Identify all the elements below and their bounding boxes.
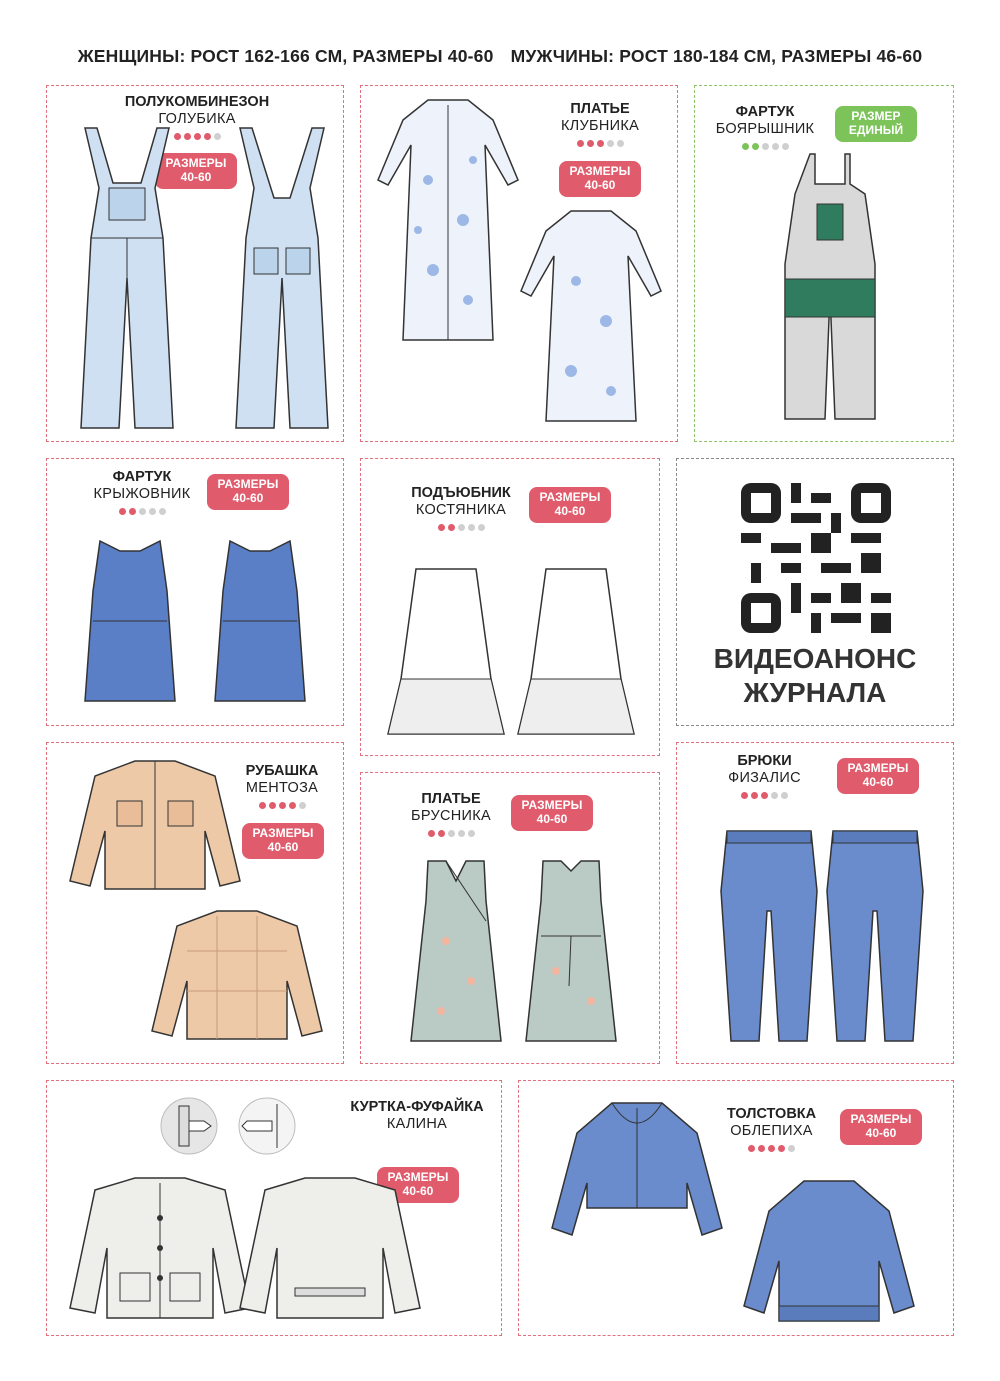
size-badge: РАЗМЕРЫ 40-60 <box>207 474 289 510</box>
difficulty-dot <box>751 792 758 799</box>
size-badge: РАЗМЕРЫ 40-60 <box>155 153 237 189</box>
difficulty-dot <box>478 524 485 531</box>
item-sub: КАЛИНА <box>386 1116 448 1133</box>
difficulty-dot <box>214 133 221 140</box>
difficulty-dots <box>77 508 207 515</box>
difficulty-dot <box>194 133 201 140</box>
difficulty-dot <box>458 830 465 837</box>
item-name: ПОДЪЮБНИК <box>411 485 511 501</box>
qr-code-icon[interactable] <box>741 483 891 633</box>
difficulty-dot <box>771 792 778 799</box>
difficulty-dot <box>468 524 475 531</box>
qr-caption: ВИДЕОАНОНС ЖУРНАЛА <box>713 643 917 708</box>
difficulty-dot <box>742 143 749 150</box>
difficulty-dot <box>781 792 788 799</box>
item-sub: ГОЛУБИКА <box>158 111 236 128</box>
difficulty-dots <box>396 830 506 837</box>
size-badge: РАЗМЕРЫ 40-60 <box>840 1109 922 1145</box>
card-overalls[interactable] <box>46 85 344 442</box>
petticoat-back-illustration <box>516 569 636 739</box>
apron-front-illustration <box>75 541 185 706</box>
difficulty-dot <box>782 143 789 150</box>
difficulty-dot <box>762 143 769 150</box>
difficulty-dots <box>700 143 830 150</box>
overalls-front-illustration <box>67 128 187 433</box>
difficulty-dot <box>149 508 156 515</box>
card-jacket-kalina[interactable] <box>46 1080 502 1336</box>
jacket-front-illustration <box>65 1178 255 1328</box>
size-badge: РАЗМЕРЫ 40-60 <box>529 487 611 523</box>
difficulty-dot <box>758 1145 765 1152</box>
item-title <box>724 1106 819 1152</box>
trousers-front-illustration <box>719 831 819 1046</box>
difficulty-dots <box>531 140 669 147</box>
size-badge: РАЗМЕР ЕДИНЫЙ <box>835 106 917 142</box>
difficulty-dot <box>119 508 126 515</box>
item-title <box>401 485 521 531</box>
difficulty-dot <box>428 830 435 837</box>
item-title <box>700 104 830 150</box>
item-title <box>337 1099 497 1134</box>
item-title <box>396 791 506 837</box>
item-sub: КРЫЖОВНИК <box>93 486 191 503</box>
difficulty-dot <box>468 830 475 837</box>
difficulty-dots <box>724 1145 819 1152</box>
card-apron-boyaryshnik[interactable] <box>694 85 954 442</box>
item-name: ФАРТУК <box>735 104 795 120</box>
item-name: ПЛАТЬЕ <box>570 101 630 117</box>
difficulty-dot <box>458 524 465 531</box>
size-badge: РАЗМЕРЫ 40-60 <box>837 758 919 794</box>
difficulty-dot <box>448 830 455 837</box>
difficulty-dots <box>401 524 521 531</box>
difficulty-dot <box>289 802 296 809</box>
difficulty-dot <box>752 143 759 150</box>
detail-zoom-icon-2 <box>237 1096 297 1156</box>
dress-wrap-front-illustration <box>406 861 506 1046</box>
difficulty-dot <box>204 133 211 140</box>
card-qr-video[interactable] <box>676 458 954 726</box>
item-name: ФАРТУК <box>112 469 172 485</box>
item-sub: БОЯРЫШНИК <box>715 121 815 138</box>
card-trousers-fizalis[interactable] <box>676 742 954 1064</box>
jacket-back-illustration <box>235 1178 425 1328</box>
difficulty-dot <box>741 792 748 799</box>
difficulty-dot <box>438 830 445 837</box>
item-title <box>707 753 822 799</box>
item-sub: ФИЗАЛИС <box>728 770 801 787</box>
difficulty-dot <box>259 802 266 809</box>
page-header <box>0 46 1000 67</box>
card-dress-brusnika[interactable] <box>360 772 660 1064</box>
item-title <box>232 763 332 809</box>
difficulty-dot <box>607 140 614 147</box>
difficulty-dot <box>438 524 445 531</box>
difficulty-dots <box>707 792 822 799</box>
item-name: РУБАШКА <box>245 763 319 779</box>
apron-illustration <box>765 154 895 424</box>
difficulty-dots <box>232 802 332 809</box>
apron-back-illustration <box>205 541 315 706</box>
difficulty-dot <box>279 802 286 809</box>
size-badge: РАЗМЕРЫ 40-60 <box>559 161 641 197</box>
difficulty-dot <box>139 508 146 515</box>
item-name: КУРТКА-ФУФАЙКА <box>350 1099 484 1115</box>
size-badge: РАЗМЕРЫ 40-60 <box>511 795 593 831</box>
item-name: БРЮКИ <box>737 753 792 769</box>
item-sub: БРУСНИКА <box>411 808 491 825</box>
item-name: ПОЛУКОМБИНЕЗОН <box>124 94 270 110</box>
difficulty-dot <box>748 1145 755 1152</box>
detail-zoom-icon <box>159 1096 219 1156</box>
difficulty-dot <box>577 140 584 147</box>
item-sub: ОБЛЕПИХА <box>730 1123 813 1140</box>
hoodie-front-illustration <box>547 1103 727 1253</box>
dress-wrap-back-illustration <box>521 861 621 1046</box>
men-size-info: МУЖЧИНЫ: РОСТ 180-184 СМ, РАЗМЕРЫ 46-60 <box>510 46 923 66</box>
card-hoodie-oblepikha[interactable] <box>518 1080 954 1336</box>
item-sub: КЛУБНИКА <box>560 118 640 135</box>
difficulty-dot <box>617 140 624 147</box>
item-title <box>77 469 207 515</box>
difficulty-dot <box>299 802 306 809</box>
size-badge: РАЗМЕРЫ 40-60 <box>377 1167 459 1203</box>
dress-back-illustration <box>516 211 666 431</box>
overalls-back-illustration <box>222 128 342 433</box>
item-name: ТОЛСТОВКА <box>726 1106 817 1122</box>
item-sub: КОСТЯНИКА <box>415 502 507 519</box>
card-shirt-mentoza[interactable] <box>46 742 344 1064</box>
card-dress-klubnika[interactable] <box>360 85 678 442</box>
item-sub: МЕНТОЗА <box>245 780 319 797</box>
shirt-front-illustration <box>65 761 245 891</box>
difficulty-dot <box>788 1145 795 1152</box>
difficulty-dot <box>269 802 276 809</box>
difficulty-dot <box>778 1145 785 1152</box>
difficulty-dot <box>587 140 594 147</box>
item-title <box>531 101 669 147</box>
card-apron-kryzhovnik[interactable] <box>46 458 344 726</box>
shirt-back-illustration <box>147 911 327 1041</box>
size-badge: РАЗМЕРЫ 40-60 <box>242 823 324 859</box>
dress-front-illustration <box>373 100 523 350</box>
difficulty-dot <box>597 140 604 147</box>
women-size-info: ЖЕНЩИНЫ: РОСТ 162-166 СМ, РАЗМЕРЫ 40-60 <box>77 46 494 66</box>
difficulty-dot <box>772 143 779 150</box>
petticoat-front-illustration <box>386 569 506 739</box>
card-petticoat-kostyanika[interactable] <box>360 458 660 756</box>
difficulty-dot <box>129 508 136 515</box>
item-name: ПЛАТЬЕ <box>421 791 481 807</box>
hoodie-back-illustration <box>739 1181 919 1331</box>
trousers-back-illustration <box>825 831 925 1046</box>
difficulty-dot <box>448 524 455 531</box>
difficulty-dot <box>761 792 768 799</box>
difficulty-dot <box>768 1145 775 1152</box>
difficulty-dot <box>159 508 166 515</box>
